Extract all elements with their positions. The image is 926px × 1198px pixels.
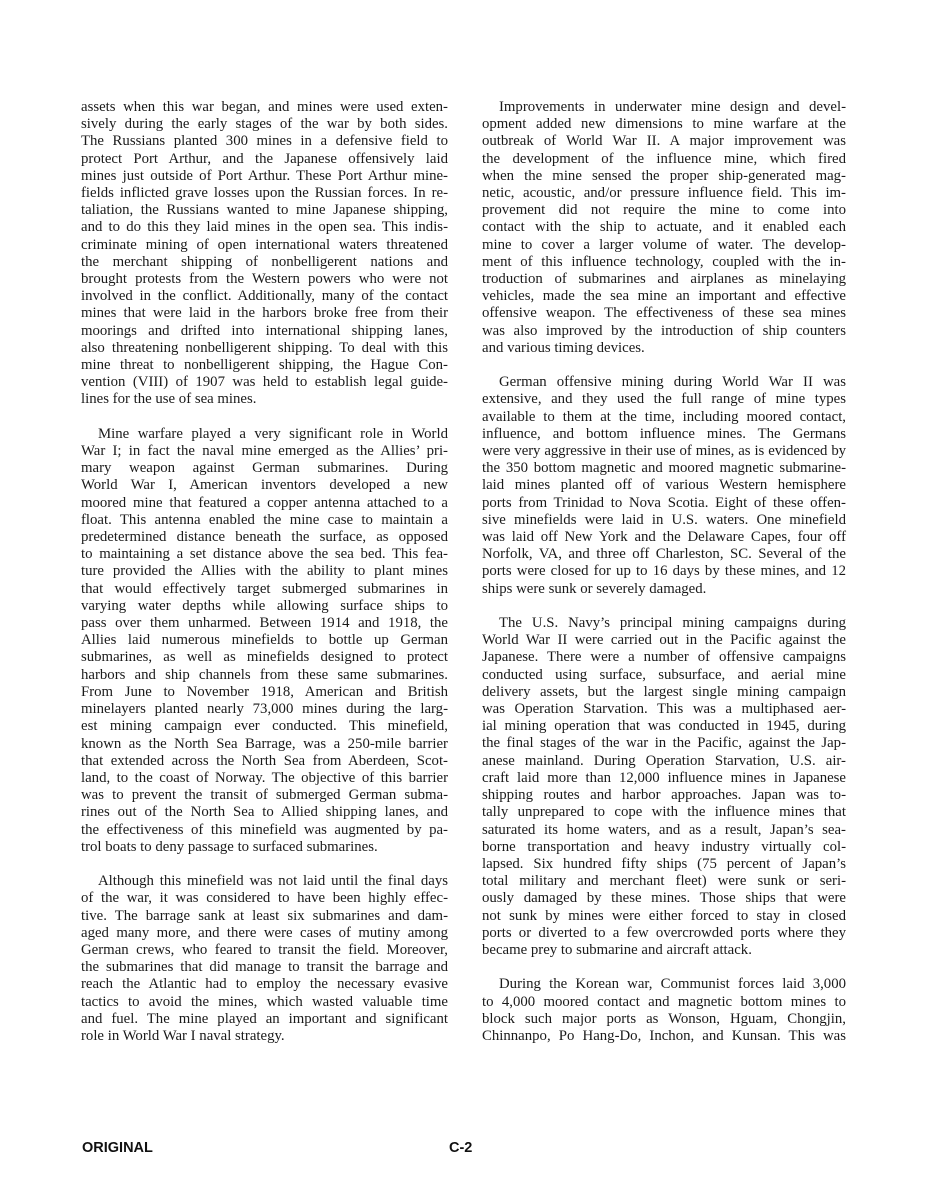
text-line: that would effectively target submerged submarines in (81, 580, 448, 597)
text-line: shipping routes and harbor approaches. Japan was to- (482, 787, 846, 804)
text-line: tactics to avoid the mines, which wasted valuable time (81, 993, 448, 1010)
text-line: influence, and bottom influence mines. The Germans (482, 425, 846, 442)
text-line: Allies laid numerous minefields to bottle up German (81, 632, 448, 649)
text-line: also threatening nonbelligerent shipping. To deal with this (81, 339, 448, 356)
paragraph (482, 976, 846, 1045)
text-line: moorings and drifted into international shipping lanes, (81, 322, 448, 339)
text-line: reach the Atlantic had to employ the necessary evasive (81, 976, 448, 993)
text-line: ports were closed for up to 16 days by these mines, and 12 (482, 563, 846, 580)
text-line: predetermined distance beneath the surface, as opposed (81, 529, 448, 546)
text-line: to 4,000 moored contact and magnetic bottom mines to (482, 993, 846, 1010)
text-line: borne transportation and heavy industry virtually col- (482, 838, 846, 855)
text-line: sively during the early stages of the war by both sides. (81, 116, 448, 133)
text-line: provement did not require the mine to come into (482, 202, 846, 219)
text-line: the effectiveness of this minefield was augmented by pa- (81, 821, 448, 838)
text-line: of the war, it was considered to have been highly effec- (81, 890, 448, 907)
text-line: the 350 bottom magnetic and moored magnetic submarine- (482, 460, 846, 477)
footer-original-label: ORIGINAL (82, 1140, 153, 1156)
text-line: to maintaining a set distance above the sea bed. This fea- (81, 546, 448, 563)
text-line: The Russians planted 300 mines in a defensive field to (81, 133, 448, 150)
text-line: est mining campaign ever conducted. This minefield, (81, 718, 448, 735)
text-line: World War I, American inventors developed a new (81, 477, 448, 494)
text-line: outbreak of World War II. A major improvement was (482, 133, 846, 150)
text-line: mary weapon against German submarines. During (81, 460, 448, 477)
text-line: not sunk by mines were either forced to stay in closed (482, 907, 846, 924)
text-line: aged many more, and there were cases of mutiny among (81, 924, 448, 941)
text-line: lapsed. Six hundred fifty ships (75 percent of Japan’s (482, 855, 846, 872)
text-line: War I; in fact the naval mine emerged as the Allies’ pri- (81, 443, 448, 460)
text-line: extensive, and they used the full range of mine types (482, 391, 846, 408)
text-line: taliation, the Russians wanted to mine Japanese shipping, (81, 202, 448, 219)
text-line: was to prevent the transit of submerged German subma- (81, 787, 448, 804)
text-line: the submarines that did manage to transit the barrage and (81, 959, 448, 976)
text-line: pass over them unharmed. Between 1914 and 1918, the (81, 615, 448, 632)
text-line: sive minefields were laid in U.S. waters. One minefield (482, 511, 846, 528)
text-line: Mine warfare played a very significant role in World (98, 425, 448, 442)
text-line: German offensive mining during World War II was (499, 374, 846, 391)
text-line: when the mine sensed the proper ship-generated mag- (482, 167, 846, 184)
left-text-column (81, 99, 448, 1062)
text-line: Norfolk, VA, and three off Charleston, SC. Several of the (482, 546, 846, 563)
text-line: Japanese. There were a number of offensive campaigns (482, 649, 846, 666)
text-line: saturated its home waters, and as a result, Japan’s sea- (482, 821, 846, 838)
text-line: varying water depths while allowing surface ships to (81, 597, 448, 614)
text-line: the development of the influence mine, which fired (482, 150, 846, 167)
text-line: available to them at the time, including moored contact, (482, 408, 846, 425)
text-line: ports or diverted to a few overcrowded ports where they (482, 924, 846, 941)
text-line: ports from Trinidad to Nova Scotia. Eight of these offen- (482, 494, 846, 511)
text-line: World War II were carried out in the Pacific against the (482, 632, 846, 649)
text-line: involved in the conflict. Additionally, many of the contact (81, 288, 448, 305)
text-line: land, to the coast of Norway. The objective of this barrier (81, 769, 448, 786)
text-line: harbors and ship channels from these same submarines. (81, 666, 448, 683)
text-line: and fuel. The mine played an important and significant (81, 1010, 448, 1027)
text-line: was Operation Starvation. This was a multiphased aer- (482, 701, 846, 718)
text-line: the merchant shipping of nonbelligerent nations and (81, 253, 448, 270)
text-line: fields inflicted grave losses upon the Russian forces. In re- (81, 185, 448, 202)
text-line: The U.S. Navy’s principal mining campaigns during (499, 615, 846, 632)
text-line: Chinnanpo, Po Hang-Do, Inchon, and Kunsan. This was (482, 1027, 846, 1044)
text-line: ously damaged by these mines. Those ships that were (482, 890, 846, 907)
text-line: role in World War I naval strategy. (81, 1027, 285, 1044)
paragraph (482, 99, 846, 357)
text-line: the final stages of the war in the Pacific, against the Jap- (482, 735, 846, 752)
text-line: Improvements in underwater mine design and devel- (499, 99, 846, 115)
text-line: rines out of the North Sea to Allied shipping lanes, and (81, 804, 448, 821)
text-line: criminate mining of open international waters threatened (81, 236, 448, 253)
text-line: ial mining operation that was conducted in 1945, during (482, 718, 846, 735)
text-line: protect Port Arthur, and the Japanese offensively laid (81, 150, 448, 167)
text-line: ture provided the Allies with the ability to plant mines (81, 563, 448, 580)
text-line: that extended across the North Sea from Aberdeen, Scot- (81, 752, 448, 769)
paragraph (81, 873, 448, 1045)
text-line: ment of this influence technology, coupled with the in- (482, 253, 846, 270)
text-line: During the Korean war, Communist forces laid 3,000 (499, 976, 846, 993)
text-line: was laid off New York and the Delaware Capes, four off (482, 529, 846, 546)
text-line: anese mainland. During Operation Starvation, U.S. air- (482, 752, 846, 769)
text-line: were very aggressive in their use of mines, as is evidenced by (482, 443, 846, 460)
text-line: tally unprepared to cope with the influence mines that (482, 804, 846, 821)
text-line: conducted using surface, subsurface, and aerial mine (482, 666, 846, 683)
text-line: lines for the use of sea mines. (81, 391, 257, 408)
page-number: C-2 (449, 1140, 473, 1156)
text-line: mine to cover a larger volume of water. The develop- (482, 236, 846, 253)
text-line: tive. The barrage sank at least six submarines and dam- (81, 907, 448, 924)
paragraph (81, 99, 448, 409)
text-line: offensive weapon. The effectiveness of these sea mines (482, 305, 846, 322)
text-line: became prey to submarine and aircraft attack. (482, 941, 752, 958)
text-line: troduction of submarines and airplanes as minelaying (482, 271, 846, 288)
text-line: assets when this war began, and mines were used exten- (81, 99, 448, 115)
text-line: mine threat to nonbelligerent shipping, the Hague Con- (81, 357, 448, 374)
text-line: block such major ports as Wonson, Hguam, Chongjin, (482, 1010, 846, 1027)
text-line: laid mines planted off of various Western hemisphere (482, 477, 846, 494)
text-line: brought protests from the Western powers who were not (81, 271, 448, 288)
text-line: craft laid more than 12,000 influence mines in Japanese (482, 769, 846, 786)
paragraph (482, 374, 846, 598)
text-line: mines that were laid in the harbors broke free from their (81, 305, 448, 322)
text-line: From June to November 1918, American and British (81, 683, 448, 700)
text-line: total military and merchant fleet) were sunk or seri- (482, 873, 846, 890)
text-line: and to do this they laid mines in the open sea. This indis- (81, 219, 448, 236)
text-line: netic, acoustic, and/or pressure influence field. This im- (482, 185, 846, 202)
text-line: ships were sunk or severely damaged. (482, 580, 707, 597)
text-line: moored mine that featured a copper antenna attached to a (81, 494, 448, 511)
text-line: and various timing devices. (482, 339, 645, 356)
text-line: delivery assets, but the largest single mining campaign (482, 683, 846, 700)
paragraph (482, 615, 846, 959)
text-line: float. This antenna enabled the mine case to maintain a (81, 511, 448, 528)
text-line: contact with the ship to actuate, and it enabled each (482, 219, 846, 236)
text-line: known as the North Sea Barrage, was a 250-mile barrier (81, 735, 448, 752)
text-line: mines just outside of Port Arthur. These Port Arthur mine- (81, 167, 448, 184)
text-line: German crews, who feared to transit the field. Moreover, (81, 941, 448, 958)
paragraph (81, 426, 448, 856)
text-line: opment added new dimensions to mine warfare at the (482, 116, 846, 133)
text-line: vention (VIII) of 1907 was held to establish legal guide- (81, 374, 448, 391)
text-line: vehicles, made the sea mine an important and effective (482, 288, 846, 305)
text-line: was also improved by the introduction of ship counters (482, 322, 846, 339)
text-line: Although this minefield was not laid until the final days (98, 873, 448, 890)
text-line: minelayers planted nearly 73,000 mines during the larg- (81, 701, 448, 718)
text-line: submarines, as well as minefields designed to protect (81, 649, 448, 666)
right-text-column (482, 99, 846, 1062)
text-line: trol boats to deny passage to surfaced submarines. (81, 838, 378, 855)
